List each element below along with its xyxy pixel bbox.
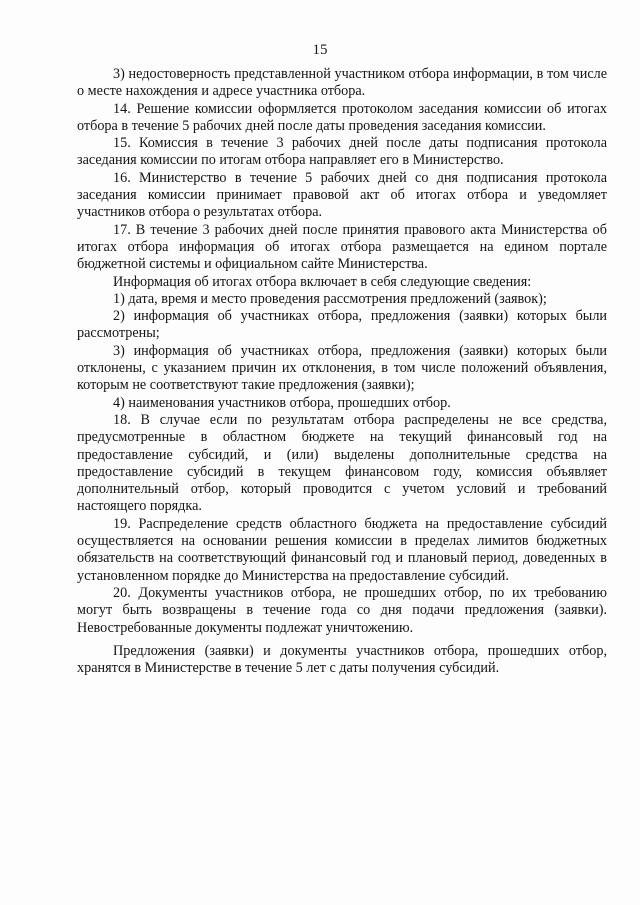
paragraph-clause-17: 17. В течение 3 рабочих дней после принятия правового акта Министерства об итогах отбора информация об итогах отбора размещается на едином портале бюджетной системы и официальном сайте Министерства.: [77, 221, 607, 273]
paragraph-clause-15: 15. Комиссия в течение 3 рабочих дней после даты подписания протокола заседания комиссии по итогам отбора направляет его в Министерство.: [77, 135, 607, 169]
paragraph-clause-13-3: 3) недостоверность представленной участником отбора информации, в том числе о месте нахождения и адресе участника отбора.: [77, 66, 607, 100]
paragraph-results-intro: Информация об итогах отбора включает в себя следующие сведения:: [113, 273, 532, 290]
paragraph-clause-20: 20. Документы участников отбора, не прошедших отбор, по их требованию могут быть возвращены в течение года со дня подачи предложения (заявки). Невостребованные документы подлежат уничтожению.: [77, 584, 607, 636]
page-number: 15: [312, 42, 328, 58]
paragraph-results-item-4: 4) наименования участников отбора, прошедших отбор.: [113, 394, 451, 411]
paragraph-clause-19: 19. Распределение средств областного бюджета на предоставление субсидий осуществляется на основании решения комиссии в пределах лимитов бюджетных обязательств на соответствующий финансовый год и плановый период, доведенных в установленном порядке до Министерства на предоставление субсидий.: [77, 515, 607, 584]
paragraph-results-item-1: 1) дата, время и место проведения рассмотрения предложений (заявок);: [113, 290, 547, 307]
paragraph-clause-16: 16. Министерство в течение 5 рабочих дней со дня подписания протокола заседания комиссии принимает правовой акт об итогах отбора и уведомляет участников отбора о результатах отбора.: [77, 169, 607, 221]
paragraph-storage: Предложения (заявки) и документы участников отбора, прошедших отбор, хранятся в Министерстве в течение 5 лет с даты получения субсидий.: [77, 642, 607, 677]
paragraph-results-item-2: 2) информация об участниках отбора, предложения (заявки) которых были рассмотрены;: [77, 308, 607, 342]
paragraph-results-item-3: 3) информация об участниках отбора, предложения (заявки) которых были отклонены, с указанием причин их отклонения, в том числе положений объявления, которым не соответствуют такие предложения (заявки);: [77, 342, 607, 394]
document-body: [77, 66, 607, 677]
paragraph-clause-18: 18. В случае если по результатам отбора распределены не все средства, предусмотренные в областном бюджете на текущий финансовый год на предоставление субсидий, и (или) выделены дополнительные средства на предоставление субсидий в текущем финансовом году, комиссия объявляет дополнительный отбор, который проводится с учетом условий и требований настоящего порядка.: [77, 411, 607, 515]
paragraph-clause-14: 14. Решение комиссии оформляется протоколом заседания комиссии об итогах отбора в течение 5 рабочих дней после даты проведения заседания комиссии.: [77, 100, 607, 134]
